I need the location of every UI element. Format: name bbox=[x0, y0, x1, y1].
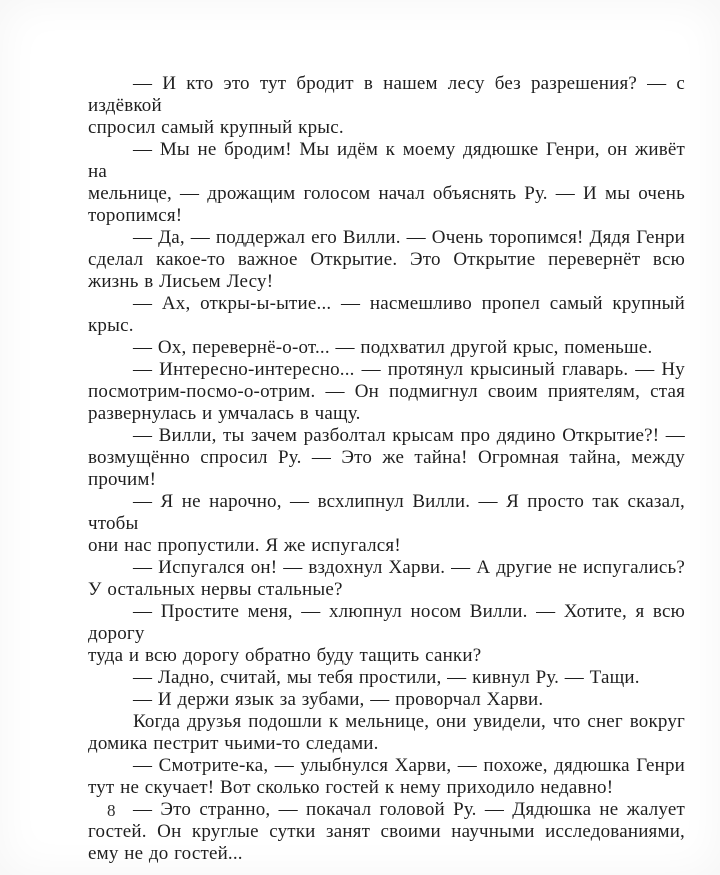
text-line: развернулась и умчалась в чащу. bbox=[88, 403, 361, 424]
text-line: крыс. bbox=[88, 315, 134, 336]
text-line: — Интересно-интересно... — протянул крысиный главарь. — Ну bbox=[133, 359, 685, 380]
paragraph bbox=[88, 667, 685, 689]
page-number: 8 bbox=[107, 801, 116, 820]
text-line: торопимся! bbox=[88, 205, 183, 226]
text-line: — И кто это тут бродит в нашем лесу без разрешения? — с издёвкой bbox=[88, 73, 685, 116]
text-line: тут не скучает! Вот сколько гостей к нему приходило недавно! bbox=[88, 777, 614, 798]
text-line: сделал какое-то важное Открытие. Это Открытие перевернёт всю bbox=[88, 249, 685, 270]
paragraph bbox=[88, 755, 685, 799]
paragraph bbox=[88, 491, 685, 557]
paragraph bbox=[88, 293, 685, 337]
paragraph bbox=[88, 359, 685, 425]
text-line: — Я не нарочно, — всхлипнул Вилли. — Я просто так сказал, чтобы bbox=[88, 491, 685, 534]
text-line: — Простите меня, — хлюпнул носом Вилли. — Хотите, я всю дорогу bbox=[88, 601, 685, 644]
text-line: — И держи язык за зубами, — проворчал Харви. bbox=[133, 689, 544, 710]
paragraph bbox=[88, 557, 685, 601]
text-line: — Ах, откры-ы-ытие... — насмешливо пропел самый крупный bbox=[133, 293, 685, 314]
text-line: У остальных нервы стальные? bbox=[88, 579, 343, 600]
text-line: — Ох, перевернё-о-от... — подхватил другой крыс, поменьше. bbox=[133, 337, 653, 358]
text-line: мельнице, — дрожащим голосом начал объяснять Ру. — И мы очень bbox=[88, 183, 685, 204]
text-line: возмущённо спросил Ру. — Это же тайна! Огромная тайна, между bbox=[88, 447, 685, 468]
text-line: — Ладно, считай, мы тебя простили, — кивнул Ру. — Тащи. bbox=[133, 667, 640, 688]
paragraph bbox=[88, 799, 685, 865]
text-line: туда и всю дорогу обратно буду тащить санки? bbox=[88, 645, 482, 666]
paragraph bbox=[88, 689, 685, 711]
text-line: спросил самый крупный крыс. bbox=[88, 117, 344, 138]
text-block bbox=[88, 73, 685, 865]
text-line: Когда друзья подошли к мельнице, они увидели, что снег вокруг bbox=[133, 711, 685, 732]
text-line: домика пестрит чьими-то следами. bbox=[88, 733, 379, 754]
text-line: жизнь в Лисьем Лесу! bbox=[88, 271, 274, 292]
paragraph bbox=[88, 139, 685, 227]
text-line: — Вилли, ты зачем разболтал крысам про дядино Открытие?! — bbox=[133, 425, 685, 446]
text-line: прочим! bbox=[88, 469, 157, 490]
text-line: — Испугался он! — вздохнул Харви. — А другие не испугались? bbox=[133, 557, 685, 578]
text-line: — Мы не бродим! Мы идём к моему дядюшке Генри, он живёт на bbox=[88, 139, 685, 182]
text-line: ему не до гостей... bbox=[88, 843, 243, 864]
paragraph bbox=[88, 601, 685, 667]
text-line: гостей. Он круглые сутки занят своими научными исследованиями, bbox=[88, 821, 685, 842]
text-line: они нас пропустили. Я же испугался! bbox=[88, 535, 401, 556]
paragraph bbox=[88, 425, 685, 491]
paragraph bbox=[88, 73, 685, 139]
text-line: — Да, — поддержал его Вилли. — Очень торопимся! Дядя Генри bbox=[133, 227, 685, 248]
paragraph bbox=[88, 337, 685, 359]
text-line: — Это странно, — покачал головой Ру. — Дядюшка не жалует bbox=[133, 799, 685, 820]
text-line: — Смотрите-ка, — улыбнулся Харви, — похоже, дядюшка Генри bbox=[133, 755, 685, 776]
paragraph bbox=[88, 227, 685, 293]
paragraph bbox=[88, 711, 685, 755]
text-line: посмотрим-посмо-о-отрим. — Он подмигнул своим приятелям, стая bbox=[88, 381, 685, 402]
